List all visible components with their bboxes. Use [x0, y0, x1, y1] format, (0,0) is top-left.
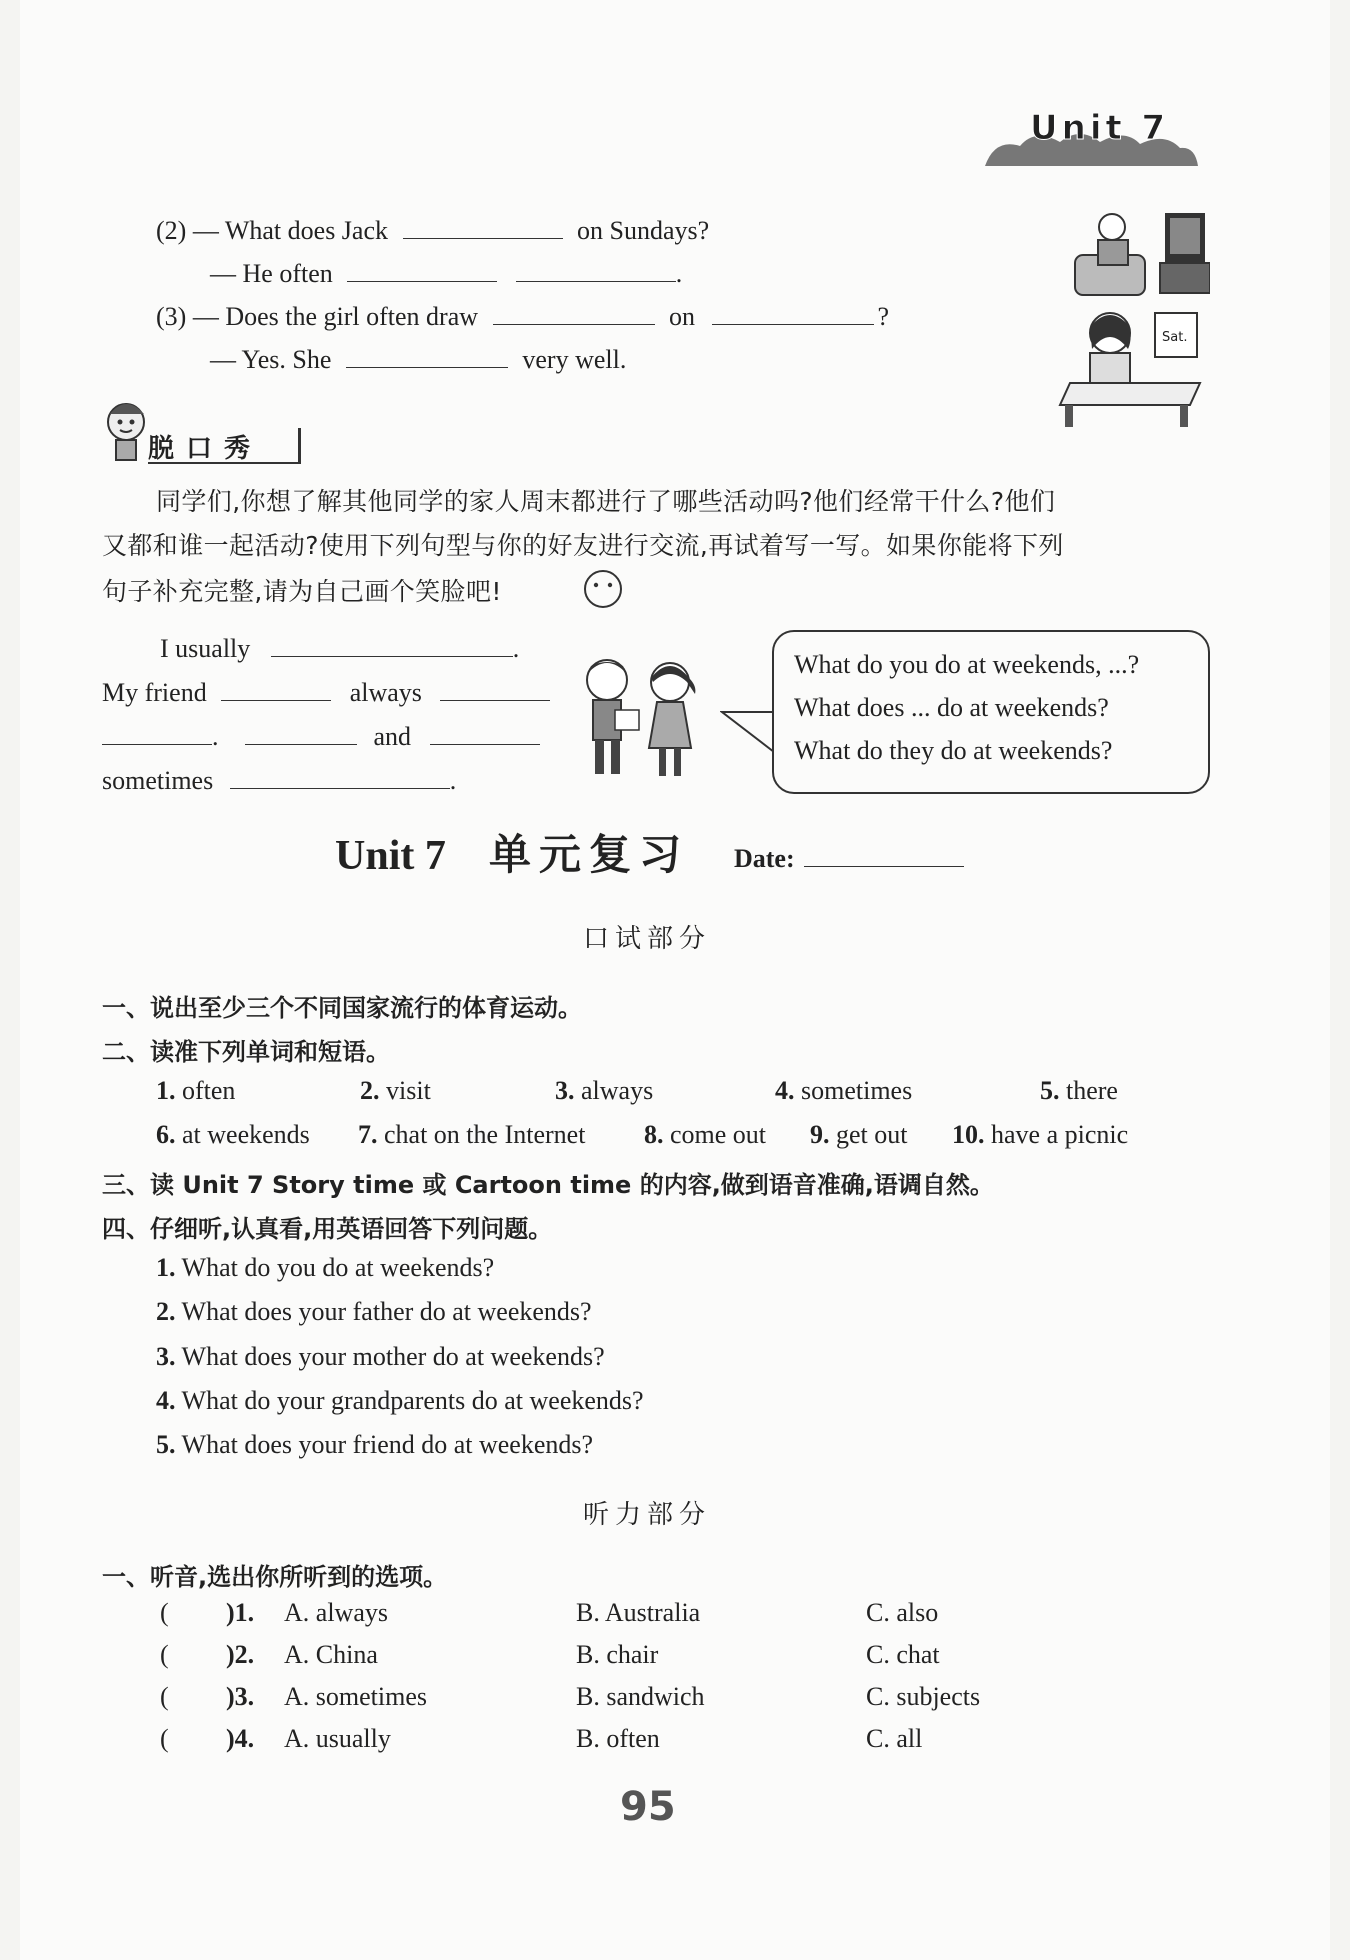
dialogue-q2-line2: — He often . — [210, 255, 682, 289]
answer-blank[interactable] — [440, 674, 550, 701]
answer-blank[interactable] — [712, 298, 874, 325]
word-5: 5. there — [1040, 1076, 1118, 1105]
answer-blank[interactable] — [430, 718, 540, 745]
talk-show-para3: 句子补充完整,请为自己画个笑脸吧! — [102, 577, 502, 606]
word-4: 4. sometimes — [775, 1076, 913, 1105]
answer-paren[interactable]: ( — [160, 1598, 169, 1627]
answer-blank[interactable] — [102, 718, 212, 745]
review-title-cn: 单元复习 — [488, 830, 689, 879]
option-a[interactable]: A. usually — [284, 1724, 391, 1753]
answer-paren[interactable]: ( — [160, 1682, 169, 1711]
option-b[interactable]: B. Australia — [576, 1598, 701, 1627]
question-1: 1. What do you do at weekends? — [156, 1253, 495, 1282]
word-2: 2. visit — [360, 1076, 431, 1105]
option-a[interactable]: A. China — [284, 1640, 378, 1669]
answer-paren[interactable]: ( — [160, 1724, 169, 1753]
question-4: 4. What do your grandparents do at weekends? — [156, 1386, 644, 1415]
talk-show-title: 脱口秀 — [148, 434, 263, 464]
unit-badge-label: Unit 7 — [1030, 108, 1170, 148]
question-2: 2. What does your father do at weekends? — [156, 1297, 592, 1326]
option-c[interactable]: C. chat — [866, 1640, 940, 1669]
option-c[interactable]: C. all — [866, 1724, 923, 1753]
answer-blank[interactable] — [347, 255, 497, 282]
word-3: 3. always — [555, 1076, 654, 1105]
talk-show-title-box — [148, 428, 301, 464]
bubble-line-2: What does ... do at weekends? — [794, 693, 1109, 722]
word-10: 10. have a picnic — [952, 1120, 1129, 1149]
speech-bubble-tail — [720, 700, 776, 760]
answer-blank[interactable] — [245, 718, 357, 745]
fill-line-2: My friend always — [102, 674, 550, 708]
word-8: 8. come out — [644, 1120, 767, 1149]
dialogue-q2-line1: (2) — What does Jack on Sundays? — [156, 212, 709, 246]
calendar-label: Sat. — [1162, 330, 1188, 345]
fill-line-4: sometimes . — [102, 762, 456, 796]
word-1: 1. often — [156, 1076, 236, 1105]
answer-blank[interactable] — [493, 298, 655, 325]
answer-blank[interactable] — [221, 674, 331, 701]
page-number: 95 — [620, 1784, 676, 1830]
date-field — [734, 840, 964, 874]
dialogue-q3-line1: (3) — Does the girl often draw on ? — [156, 298, 889, 332]
listening-section-heading: 听力部分 — [583, 1500, 712, 1530]
date-blank[interactable] — [804, 840, 964, 867]
bubble-line-3: What do they do at weekends? — [794, 736, 1113, 765]
option-c[interactable]: C. also — [866, 1598, 939, 1627]
dialogue-q3-line2: — Yes. She very well. — [210, 341, 626, 375]
answer-blank[interactable] — [346, 341, 508, 368]
unit-badge — [980, 108, 1200, 170]
word-9: 9. get out — [810, 1120, 908, 1149]
answer-blank[interactable] — [230, 762, 450, 789]
option-a[interactable]: A. sometimes — [284, 1682, 427, 1711]
review-title-en: Unit 7 — [335, 833, 446, 879]
word-7: 7. chat on the Internet — [358, 1120, 586, 1149]
smiley-face-icon[interactable] — [582, 568, 624, 610]
oral-item-4: 四、仔细听,认真看,用英语回答下列问题。 — [102, 1215, 553, 1243]
oral-item-1: 一、说出至少三个不同国家流行的体育运动。 — [102, 994, 582, 1022]
option-a[interactable]: A. always — [284, 1598, 388, 1627]
oral-item-3: 三、读 Unit 7 Story time 或 Cartoon time 的内容,做到语音准确,语调自然。 — [102, 1171, 994, 1199]
talk-show-para2: 又都和谁一起活动?使用下列句型与你的好友进行交流,再试着写一写。如果你能将下列 — [102, 531, 1064, 560]
word-6: 6. at weekends — [156, 1120, 310, 1149]
bubble-line-1: What do you do at weekends, ...? — [794, 650, 1140, 679]
fill-line-3: . and — [102, 718, 540, 752]
question-5: 5. What does your friend do at weekends? — [156, 1430, 594, 1459]
answer-blank[interactable] — [271, 630, 513, 657]
two-kids-illustration — [565, 652, 715, 787]
answer-blank[interactable] — [403, 212, 563, 239]
oral-item-2: 二、读准下列单词和短语。 — [102, 1038, 390, 1066]
fill-line-1: I usually . — [160, 630, 519, 664]
option-b[interactable]: B. often — [576, 1724, 660, 1753]
date-label: Date: — [734, 844, 795, 873]
option-b[interactable]: B. chair — [576, 1640, 659, 1669]
option-c[interactable]: C. subjects — [866, 1682, 981, 1711]
question-3: 3. What does your mother do at weekends? — [156, 1342, 605, 1371]
answer-blank[interactable] — [516, 255, 676, 282]
review-title — [335, 822, 689, 882]
oral-section-heading: 口试部分 — [583, 924, 712, 954]
listening-item-1: 一、听音,选出你所听到的选项。 — [102, 1563, 448, 1591]
talk-show-para1: 同学们,你想了解其他同学的家人周末都进行了哪些活动吗?他们经常干什么?他们 — [156, 487, 1056, 516]
answer-paren[interactable]: ( — [160, 1640, 169, 1669]
man-watching-tv-illustration — [1070, 205, 1210, 300]
talk-show-mascot-icon — [100, 400, 152, 464]
option-b[interactable]: B. sandwich — [576, 1682, 705, 1711]
workbook-page: Unit 7 (2) — What does Jack on Sundays? — He often . (3) — Does the girl often draw on ? — Yes. She very well. Sat. 脱口秀 同学们,你想了解其他同学的家人周末都进行了哪些活动吗?他们经常干什么?他们 又都和谁一起活动?使用下列句型与你的好友进行交流,再试着写一写。如果你能将下列 句子补充完整,请为自己画个笑脸吧! I usually . My friend always . and sometimes . What do you do at weekends, ...? What does ... do at weekends? What do they do at weekends? Unit 7 单元复习 Date: 口试部分 一、说出至少三个不同国家流行的体育运动。 二、读准下列单词和短语。 1. often 2. visit 3. always 4. sometimes 5. there 6. at weekends 7. chat on the Internet 8. come out 9. get out 10. have a picnic 三、读 Unit 7 Story time 或 Cartoon time 的内容,做到语音准确,语调自然。 四、仔细听,认真看,用英语回答下列问题。 1. What do you do at weekends? 2. What does your father do at weekends? 3. What does your mother do at weekends? 4. What do your grandparents do at weekends? 5. What does your friend do at weekends? 听力部分 一、听音,选出你所听到的选项。 ( )1. A. always B. Australia C. also ( )2. A. China B. chair C. chat ( )3. A. sometimes B. sandwich C. subjects ( )4. A. usually B. often C. all 95 — [20, 0, 1330, 1960]
girl-drawing-illustration — [1050, 305, 1210, 430]
speech-bubble — [772, 630, 1210, 794]
